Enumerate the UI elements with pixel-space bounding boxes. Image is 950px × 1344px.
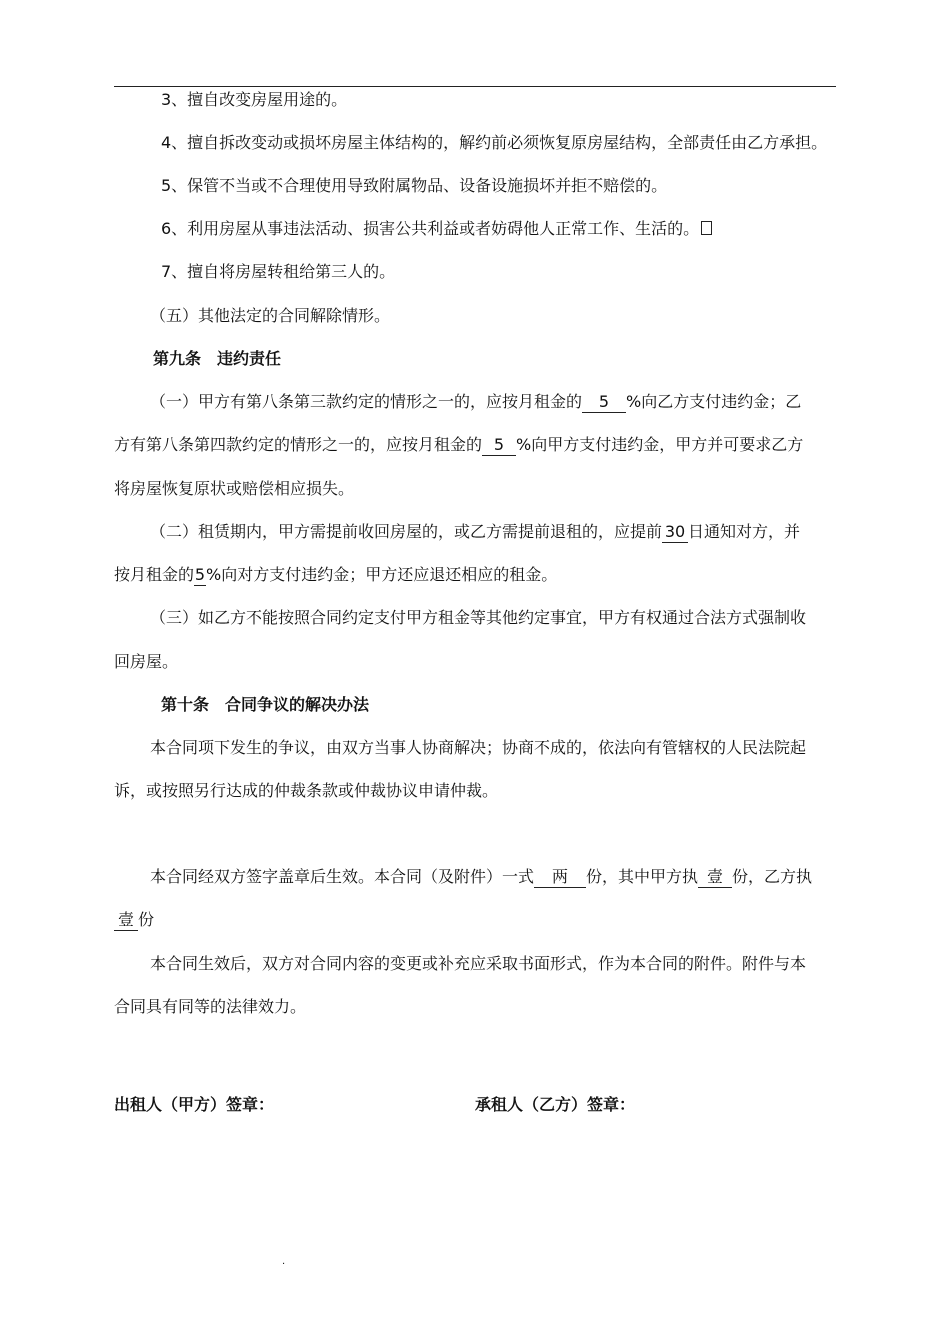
article-10-p1-line1: 本合同项下发生的争议，由双方当事人协商解决；协商不成的，依法向有管辖权的人民法院起 <box>150 738 807 757</box>
text: 日通知对方，并 <box>688 522 801 541</box>
text: 份，其中甲方执 <box>586 867 699 886</box>
closing-p2-line2: 合同具有同等的法律效力。 <box>114 997 307 1016</box>
header-rule <box>114 86 836 87</box>
text: %向乙方支付违约金；乙 <box>626 392 802 411</box>
article-9-p3-line2: 回房屋。 <box>114 652 179 671</box>
article-9-p1-line2 <box>114 434 803 456</box>
text: （二）租赁期内，甲方需提前收回房屋的，或乙方需提前退租的，应提前 <box>150 522 663 541</box>
clause-item-6 <box>161 218 712 240</box>
article-9-p1-line3: 将房屋恢复原状或赔偿相应损失。 <box>114 479 355 498</box>
text: 份 <box>138 910 155 929</box>
clause-item-3: 3、擅自改变房屋用途的。 <box>161 90 348 109</box>
copies-field: 两 <box>534 867 586 888</box>
article-10-title: 第十条 合同争议的解决办法 <box>161 695 370 714</box>
article-9-p2-line1 <box>150 521 800 543</box>
party-a-copies-field: 壹 <box>698 867 732 888</box>
article-9-p3-line1: （三）如乙方不能按照合同约定支付甲方租金等其他约定事宜，甲方有权通过合法方式强制收 <box>150 608 807 627</box>
text: （一）甲方有第八条第三款约定的情形之一的，应按月租金的 <box>150 392 583 411</box>
clause-item-7: 7、擅自将房屋转租给第三人的。 <box>161 262 396 281</box>
text: %向对方支付违约金；甲方还应退还相应的租金。 <box>206 565 558 584</box>
closing-p2-line1: 本合同生效后，双方对合同内容的变更或补充应采取书面形式，作为本合同的附件。附件与本 <box>150 954 807 973</box>
text: 按月租金的 <box>114 565 195 584</box>
notice-days-field: 30 <box>662 522 688 543</box>
clause-item-6-text: 6、利用房屋从事违法活动、损害公共利益或者妨碍他人正常工作、生活的。 <box>161 219 700 238</box>
closing-p1-line2 <box>114 909 154 931</box>
article-10-p1-line2: 诉，或按照另行达成的仲裁条款或仲裁协议申请仲裁。 <box>114 781 499 800</box>
article-9-p1-line1 <box>150 391 801 413</box>
lessor-signature-label: 出租人（甲方）签章： <box>114 1095 275 1114</box>
clause-5: （五）其他法定的合同解除情形。 <box>150 306 391 325</box>
penalty-rate-c-field: 5 <box>194 565 206 584</box>
text: %向甲方支付违约金，甲方并可要求乙方 <box>516 435 804 454</box>
text: 本合同经双方签字盖章后生效。本合同（及附件）一式 <box>150 867 535 886</box>
missing-glyph-box-icon <box>701 221 712 235</box>
penalty-rate-a-field: 5 <box>582 392 626 413</box>
closing-p1-line1 <box>150 866 812 888</box>
party-b-copies-field: 壹 <box>114 910 138 931</box>
text: 方有第八条第四款约定的情形之一的，应按月租金的 <box>114 435 483 454</box>
clause-item-4: 4、擅自拆改变动或损坏房屋主体结构的，解约前必须恢复原房屋结构，全部责任由乙方承担。 <box>161 133 828 152</box>
penalty-rate-b-field: 5 <box>482 435 516 456</box>
article-9-p2-line2 <box>114 564 557 586</box>
text: 份，乙方执 <box>732 867 813 886</box>
lessee-signature-label: 承租人（乙方）签章： <box>475 1095 636 1114</box>
clause-item-5: 5、保管不当或不合理使用导致附属物品、设备设施损坏并拒不赔偿的。 <box>161 176 668 195</box>
article-9-title: 第九条 违约责任 <box>153 349 282 368</box>
footer-mark: . <box>282 1256 286 1267</box>
